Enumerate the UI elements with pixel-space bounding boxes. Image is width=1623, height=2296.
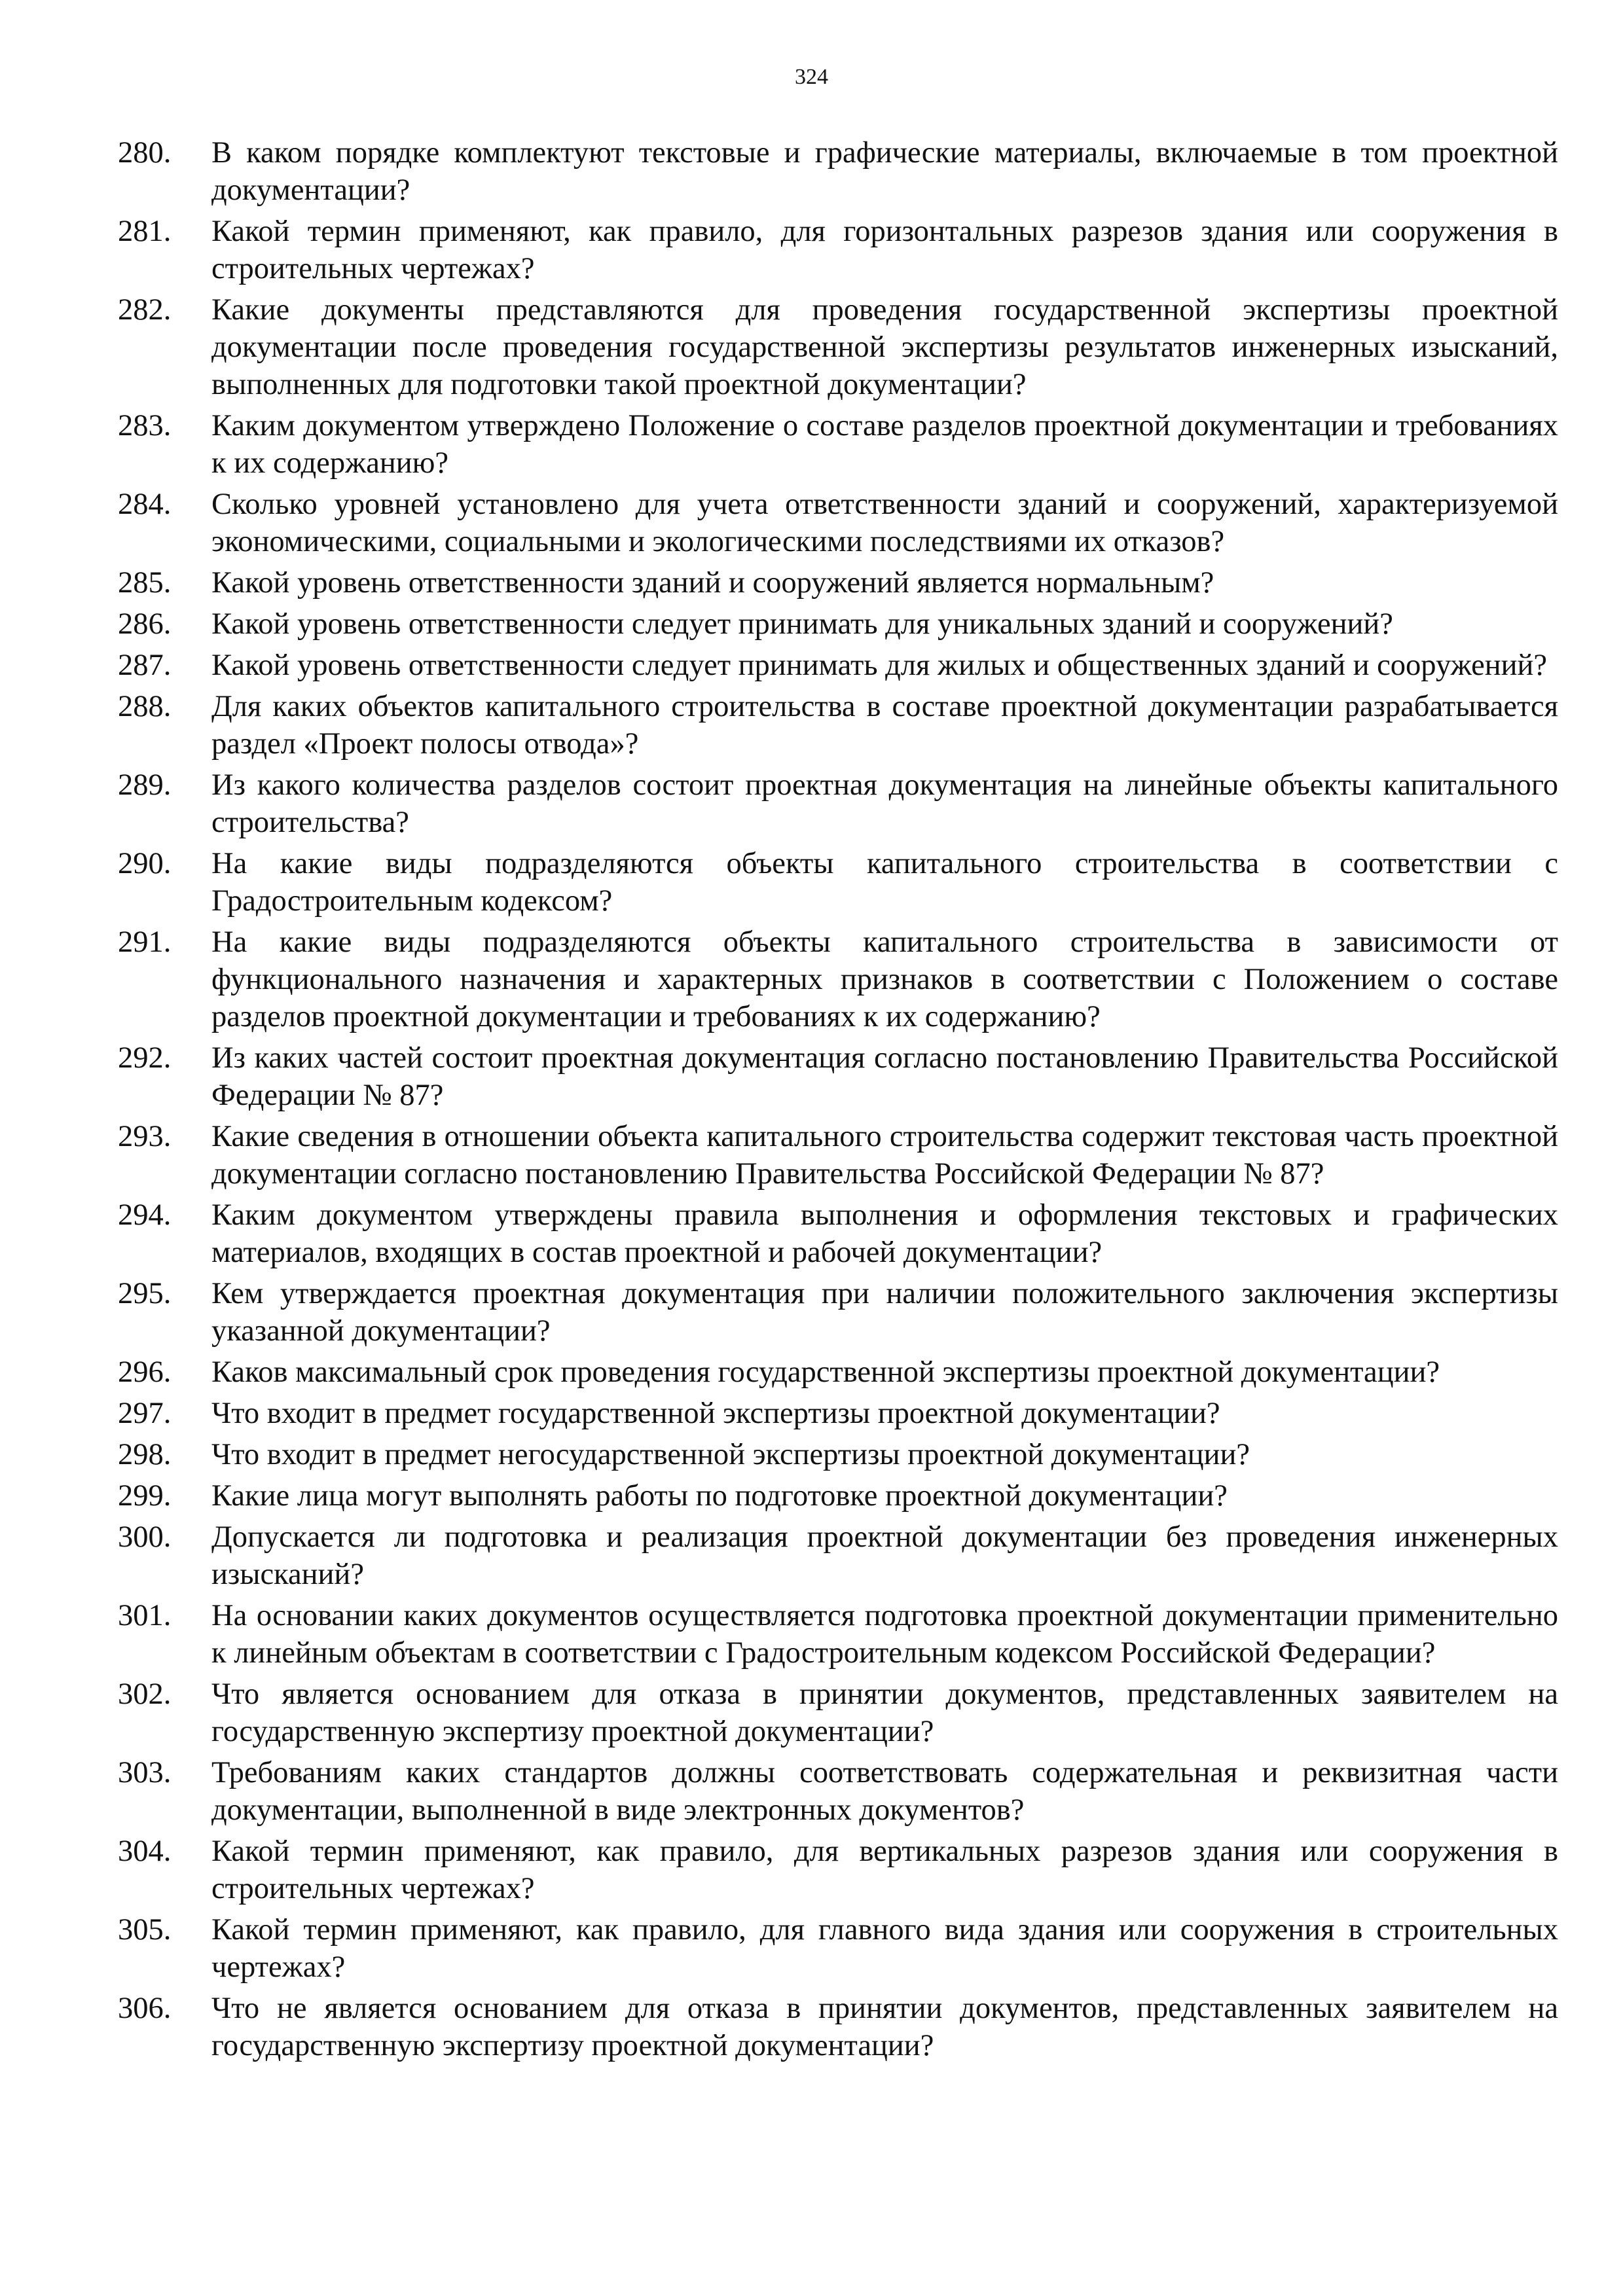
question-number: 306.: [118, 1992, 172, 2025]
question-text: Каким документом утверждено Положение о составе разделов проектной документации и требованиях к их содержанию?: [211, 409, 1558, 480]
question-text: Что является основанием для отказа в принятии документов, представленных заявителем на государственную экспертизу проектной документации?: [211, 1677, 1558, 1748]
question-number: 283.: [118, 409, 172, 442]
question-text: Из какого количества разделов состоит проектная документация на линейные объекты капитального строительства?: [211, 768, 1558, 839]
question-text: Какие документы представляются для проведения государственной экспертизы проектной документации после проведения государственной экспертизы результатов инженерных изысканий, выполненных для подготовки такой проектной документации?: [211, 293, 1558, 401]
question-text: Каким документом утверждены правила выполнения и оформления текстовых и графических материалов, входящих в состав проектной и рабочей документации?: [211, 1198, 1558, 1269]
question-item: [118, 564, 1558, 601]
question-text: Какой термин применяют, как правило, для главного вида здания или сооружения в строительных чертежах?: [211, 1913, 1558, 1984]
question-item: [118, 1911, 1558, 1986]
page-number: 324: [795, 65, 828, 89]
question-item: [118, 1118, 1558, 1193]
question-number: 296.: [118, 1355, 172, 1389]
question-number: 297.: [118, 1397, 172, 1430]
question-list: [118, 134, 1558, 2068]
question-text: Требованиям каких стандартов должны соответствовать содержательная и реквизитная части документации, выполненной в виде электронных документов?: [211, 1756, 1558, 1827]
question-number: 282.: [118, 293, 172, 327]
question-number: 302.: [118, 1677, 172, 1711]
question-item: [118, 1354, 1558, 1391]
question-item: [118, 1395, 1558, 1432]
question-item: [118, 1676, 1558, 1750]
question-text: Какие лица могут выполнять работы по подготовке проектной документации?: [211, 1479, 1228, 1513]
question-text: Кем утверждается проектная документация при наличии положительного заключения экспертизы указанной документации?: [211, 1277, 1558, 1348]
question-text: На какие виды подразделяются объекты капитального строительства в зависимости от функционального назначения и характерных признаков в соответствии с Положением о составе разделов проектной документации и требованиях к их содержанию?: [211, 925, 1558, 1033]
question-text: В каком порядке комплектуют текстовые и графические материалы, включаемые в том проектной документации?: [211, 136, 1558, 207]
question-text: Какой уровень ответственности следует принимать для уникальных зданий и сооружений?: [211, 607, 1393, 641]
question-item: [118, 1477, 1558, 1515]
question-number: 281.: [118, 215, 172, 248]
question-item: [118, 1754, 1558, 1829]
question-text: Какой уровень ответственности зданий и сооружений является нормальным?: [211, 566, 1214, 600]
question-number: 287.: [118, 649, 172, 682]
question-item: [118, 1990, 1558, 2064]
question-item: [118, 845, 1558, 920]
question-text: Что не является основанием для отказа в принятии документов, представленных заявителем на государственную экспертизу проектной документации?: [211, 1992, 1558, 2062]
question-item: [118, 1597, 1558, 1672]
question-number: 299.: [118, 1479, 172, 1513]
question-item: [118, 605, 1558, 643]
question-text: Какие сведения в отношении объекта капитального строительства содержит текстовая часть проектной документации согласно постановлению Правительства Российской Федерации № 87?: [211, 1120, 1558, 1191]
question-item: [118, 407, 1558, 482]
question-number: 294.: [118, 1198, 172, 1232]
question-item: [118, 647, 1558, 684]
question-number: 285.: [118, 566, 172, 600]
question-text: Допускается ли подготовка и реализация проектной документации без проведения инженерных изысканий?: [211, 1520, 1558, 1591]
question-number: 300.: [118, 1520, 172, 1554]
question-number: 303.: [118, 1756, 172, 1789]
question-item: [118, 1833, 1558, 1907]
question-item: [118, 1275, 1558, 1350]
question-text: Что входит в предмет негосударственной экспертизы проектной документации?: [211, 1438, 1250, 1471]
question-number: 293.: [118, 1120, 172, 1153]
question-number: 292.: [118, 1041, 172, 1075]
question-number: 291.: [118, 925, 172, 959]
question-number: 295.: [118, 1277, 172, 1310]
question-number: 280.: [118, 136, 172, 170]
question-item: [118, 688, 1558, 762]
question-number: 305.: [118, 1913, 172, 1946]
question-text: Из каких частей состоит проектная документация согласно постановлению Правительства Российской Федерации № 87?: [211, 1041, 1558, 1112]
question-text: Сколько уровней установлено для учета ответственности зданий и сооружений, характеризуемой экономическими, социальными и экологическими последствиями их отказов?: [211, 488, 1558, 558]
question-item: [118, 134, 1558, 209]
question-item: [118, 1196, 1558, 1271]
question-text: Какой уровень ответственности следует принимать для жилых и общественных зданий и сооружений?: [211, 649, 1548, 682]
question-item: [118, 924, 1558, 1035]
question-text: Какой термин применяют, как правило, для вертикальных разрезов здания или сооружения в строительных чертежах?: [211, 1835, 1558, 1905]
question-number: 301.: [118, 1599, 172, 1632]
question-item: [118, 1436, 1558, 1473]
question-number: 290.: [118, 847, 172, 880]
question-number: 304.: [118, 1835, 172, 1868]
question-item: [118, 1039, 1558, 1114]
question-text: На какие виды подразделяются объекты капитального строительства в соответствии с Градостроительным кодексом?: [211, 847, 1558, 918]
question-text: На основании каких документов осуществляется подготовка проектной документации применительно к линейным объектам в соответствии с Градостроительным кодексом Российской Федерации?: [211, 1599, 1558, 1670]
question-item: [118, 766, 1558, 841]
question-text: Каков максимальный срок проведения государственной экспертизы проектной документации?: [211, 1355, 1440, 1389]
question-item: [118, 291, 1558, 403]
question-number: 298.: [118, 1438, 172, 1471]
question-text: Какой термин применяют, как правило, для горизонтальных разрезов здания или сооружения в строительных чертежах?: [211, 215, 1558, 285]
question-item: [118, 486, 1558, 560]
question-number: 284.: [118, 488, 172, 521]
question-number: 286.: [118, 607, 172, 641]
question-item: [118, 213, 1558, 287]
question-text: Что входит в предмет государственной экспертизы проектной документации?: [211, 1397, 1220, 1430]
question-text: Для каких объектов капитального строительства в составе проектной документации разрабатывается раздел «Проект полосы отвода»?: [211, 690, 1558, 761]
question-number: 289.: [118, 768, 172, 802]
question-number: 288.: [118, 690, 172, 723]
question-item: [118, 1518, 1558, 1593]
